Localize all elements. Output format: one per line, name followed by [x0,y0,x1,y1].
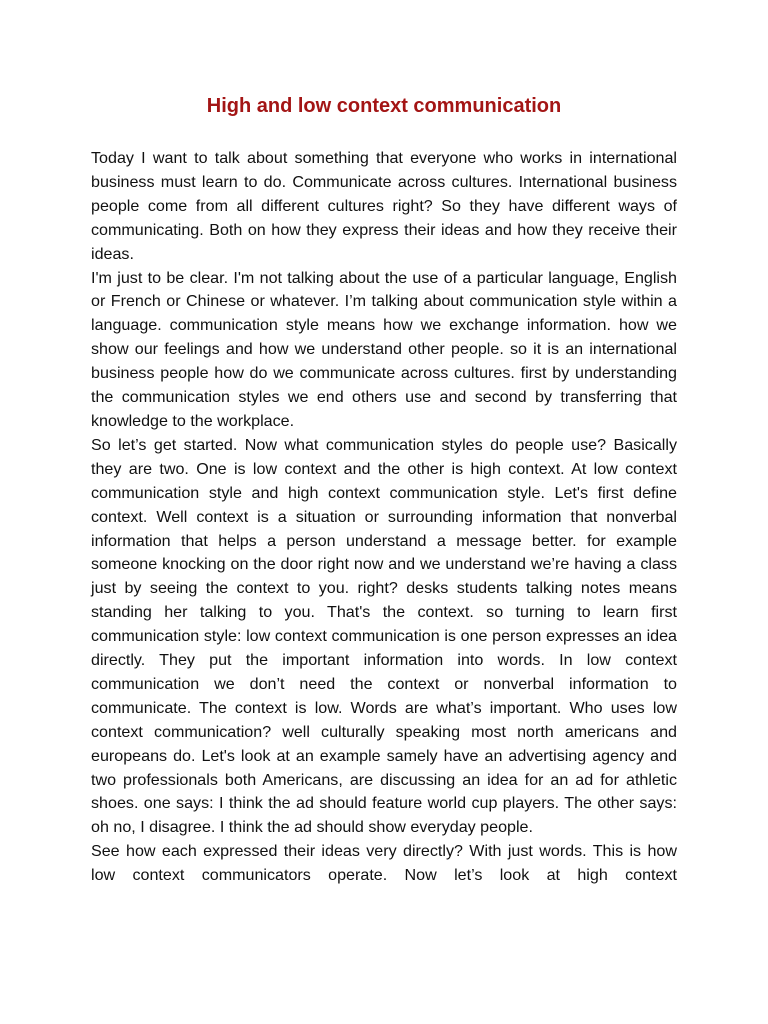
paragraph-4: See how each expressed their ideas very directly? With just words. This is how low context communicators operate. Now let’s look at high context [91,842,677,885]
paragraph-3: So let’s get started. Now what communication styles do people use? Basically they are two. One is low context and the other is high context. At low context communication style and high context communication style. Let's first define context. Well context is a situation or surrounding information that nonverbal information that helps a person understand a message better. for example someone knocking on the door right now and we understand we’re having a class just by seeing the context to you. right? desks students talking notes means standing her talking to you. That's the context. so turning to learn first communication style: low context communication is one person expresses an idea directly. They put the important information into words. In low context communication we don’t need the context or nonverbal information to communicate. The context is low. Words are what’s important. Who uses low context communication? well culturally speaking most north americans and europeans do. Let's look at an example samely have an advertising agency and two professionals both Americans, are discussing an idea for an ad for athletic shoes. one says: I think the ad should feature world cup players. The other says: oh no, I disagree. I think the ad should show everyday people. [91,435,677,837]
document-body [91,147,677,888]
document-title: High and low context communication [206,95,562,117]
paragraph-1: Today I want to talk about something that everyone who works in international business must learn to do. Communicate across cultures. International business people come from all different cultures right? So they have different ways of communicating. Both on how they express their ideas and how they receive their ideas. [91,149,677,263]
paragraph-2: I'm just to be clear. I'm not talking about the use of a particular language, English or French or Chinese or whatever. I’m talking about communication style within a language. communication style means how we exchange information. how we show our feelings and how we understand other people. so it is an international business people how do we communicate across cultures. first by understanding the communication styles we end others use and second by transferring that knowledge to the workplace. [91,268,677,430]
